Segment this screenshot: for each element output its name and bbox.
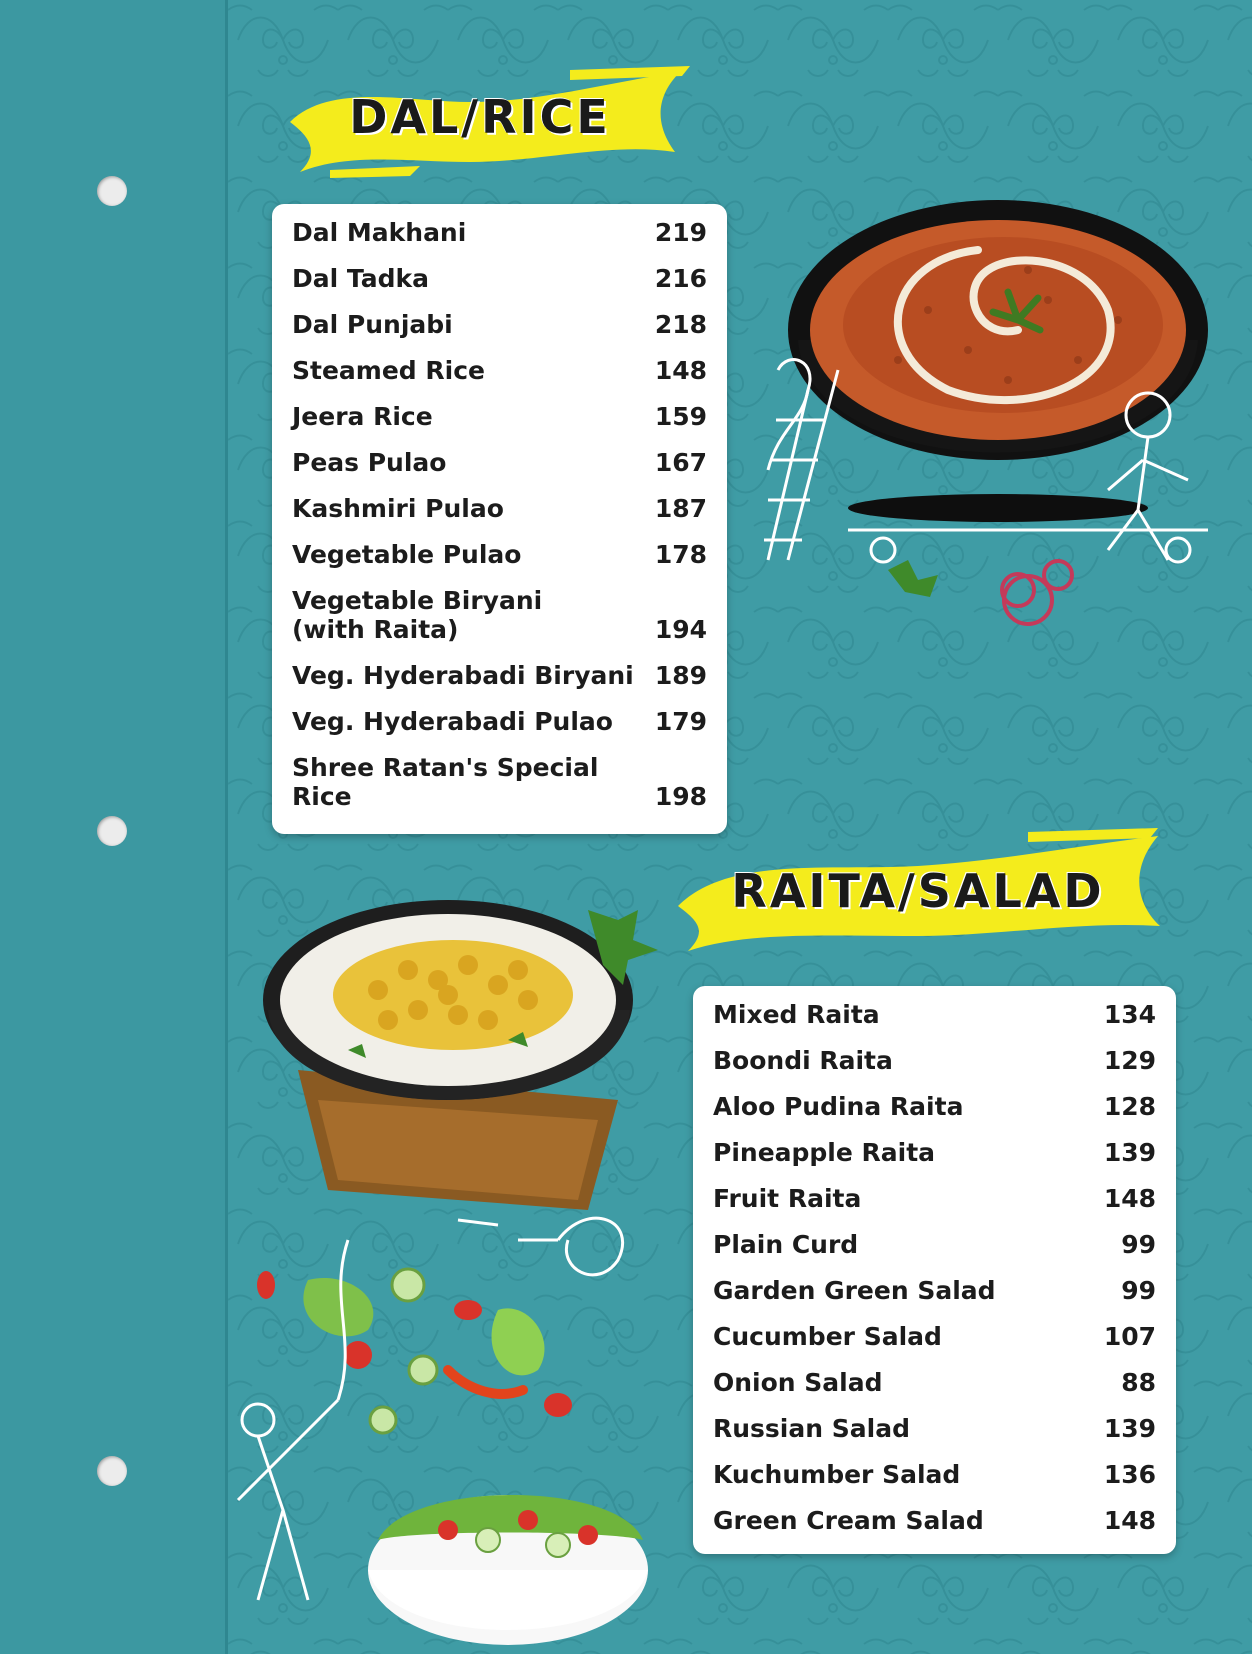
item-price: 187 [654, 494, 707, 523]
item-name: Garden Green Salad [713, 1276, 996, 1305]
item-price: 194 [654, 615, 707, 644]
menu-item [713, 1506, 1156, 1535]
menu-item [713, 1092, 1156, 1121]
item-name: Onion Salad [713, 1368, 883, 1397]
item-name: Green Cream Salad [713, 1506, 984, 1535]
item-name: Pineapple Raita [713, 1138, 936, 1167]
menu-item [713, 1184, 1156, 1213]
menu-item [292, 494, 707, 523]
item-name: Vegetable Pulao [292, 540, 522, 569]
item-price: 178 [654, 540, 707, 569]
item-price: 159 [654, 402, 707, 431]
item-name: Aloo Pudina Raita [713, 1092, 964, 1121]
item-name: Kashmiri Pulao [292, 494, 504, 523]
item-price: 107 [1103, 1322, 1156, 1351]
item-price: 134 [1103, 1000, 1156, 1029]
item-price: 218 [654, 310, 707, 339]
menu-item [292, 540, 707, 569]
item-price: 167 [654, 448, 707, 477]
item-name: Vegetable Biryani (with Raita) [292, 586, 543, 644]
menu-item [713, 1230, 1156, 1259]
menu-item [713, 1414, 1156, 1443]
item-name: Veg. Hyderabadi Pulao [292, 707, 613, 736]
menu-item [292, 264, 707, 293]
item-price: 148 [654, 356, 707, 385]
item-price: 128 [1103, 1092, 1156, 1121]
item-name: Steamed Rice [292, 356, 485, 385]
salad-bowl-illustration [228, 1180, 658, 1650]
item-name: Cucumber Salad [713, 1322, 942, 1351]
item-name: Plain Curd [713, 1230, 859, 1259]
binder-spine [0, 0, 228, 1654]
item-name: Kuchumber Salad [713, 1460, 961, 1489]
item-name: Dal Makhani [292, 218, 467, 247]
menu-item [292, 218, 707, 247]
item-name: Fruit Raita [713, 1184, 862, 1213]
item-price: 139 [1103, 1138, 1156, 1167]
item-price: 99 [1121, 1276, 1156, 1305]
menu-item [713, 1138, 1156, 1167]
raita-salad-menu-card [693, 986, 1176, 1554]
item-price: 189 [654, 661, 707, 690]
item-price: 216 [654, 264, 707, 293]
item-name: Dal Tadka [292, 264, 429, 293]
binder-hole-top [97, 176, 127, 206]
item-name: Dal Punjabi [292, 310, 453, 339]
menu-item [713, 1322, 1156, 1351]
menu-item [292, 402, 707, 431]
item-price: 148 [1103, 1184, 1156, 1213]
dal-rice-banner [270, 62, 690, 182]
raita-salad-banner [668, 826, 1168, 956]
menu-item [713, 1046, 1156, 1075]
binder-hole-bottom [97, 1456, 127, 1486]
menu-page [228, 0, 1252, 1654]
item-price: 219 [654, 218, 707, 247]
dal-rice-menu-card [272, 204, 727, 834]
item-price: 136 [1103, 1460, 1156, 1489]
item-price: 129 [1103, 1046, 1156, 1075]
item-price: 198 [654, 782, 707, 811]
item-price: 88 [1121, 1368, 1156, 1397]
item-price: 99 [1121, 1230, 1156, 1259]
menu-item [292, 707, 707, 736]
raita-salad-title: RAITA/SALAD [731, 864, 1105, 918]
menu-item [713, 1276, 1156, 1305]
menu-item [292, 310, 707, 339]
menu-item [292, 661, 707, 690]
item-name: Mixed Raita [713, 1000, 880, 1029]
item-name: Shree Ratan's Special Rice [292, 753, 599, 811]
dal-makhani-bowl-illustration [748, 190, 1248, 660]
binder-hole-middle [97, 816, 127, 846]
menu-item [292, 753, 707, 811]
menu-item [713, 1460, 1156, 1489]
item-price: 179 [654, 707, 707, 736]
item-name: Boondi Raita [713, 1046, 893, 1075]
item-price: 148 [1103, 1506, 1156, 1535]
item-name: Russian Salad [713, 1414, 910, 1443]
menu-item [292, 356, 707, 385]
dal-rice-title: DAL/RICE [349, 90, 611, 144]
item-name: Veg. Hyderabadi Biryani [292, 661, 634, 690]
menu-item [292, 448, 707, 477]
item-name: Peas Pulao [292, 448, 447, 477]
menu-item [292, 586, 707, 644]
item-name: Jeera Rice [292, 402, 433, 431]
menu-item [713, 1000, 1156, 1029]
menu-item [713, 1368, 1156, 1397]
item-price: 139 [1103, 1414, 1156, 1443]
